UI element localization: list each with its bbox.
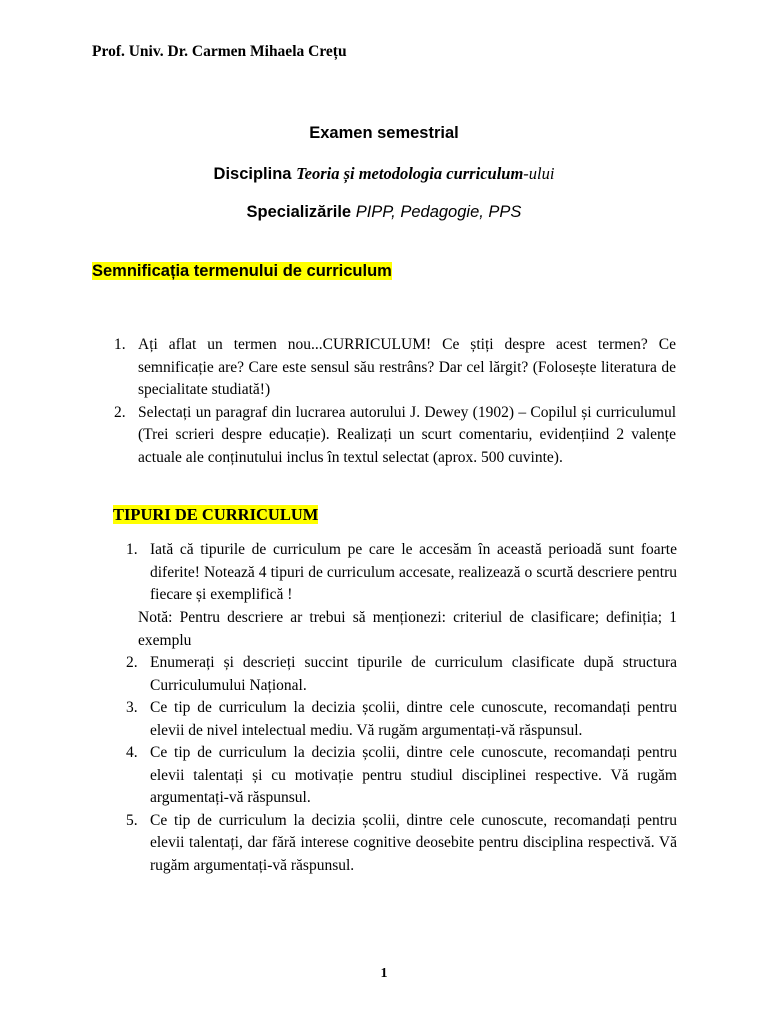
question-list-section1 bbox=[114, 334, 676, 469]
item-number: 3. bbox=[126, 699, 138, 716]
item-text: Ce tip de curriculum la decizia școlii, dintre cele cunoscute, recomandați pentru elevii talentați, dar fără interese cognitive deosebite pentru disciplina respectivă. Vă rugăm argumentați-vă răspunsul. bbox=[150, 811, 677, 874]
discipline-label: Disciplina bbox=[213, 165, 292, 183]
exam-title: Examen semestrial bbox=[309, 124, 459, 142]
item-text: Ați aflat un termen nou...CURRICULUM! Ce știți despre acest termen? Ce semnificație are? Care este sensul său restrâns? Dar cel lărgit? (Folosește literatura de specialitate studiată!) bbox=[138, 336, 676, 398]
page-number: 1 bbox=[380, 966, 388, 981]
discipline-suffix: -ului bbox=[523, 164, 555, 183]
list-item bbox=[114, 334, 676, 402]
item-number: 4. bbox=[126, 744, 138, 761]
item-text: Iată că tipurile de curriculum pe care le accesăm în această perioadă sunt foarte diferite! Notează 4 tipuri de curriculum accesate, realizează o scurtă descriere pentru fiecare și exemplifică ! bbox=[150, 541, 677, 603]
question-list-section2-first bbox=[126, 539, 677, 607]
item-number: 2. bbox=[114, 403, 126, 421]
list-item bbox=[126, 697, 677, 742]
author-name: Prof. Univ. Dr. Carmen Mihaela Crețu bbox=[92, 43, 347, 60]
specializations-label: Specializările bbox=[246, 203, 352, 221]
list-item bbox=[126, 742, 677, 810]
specializations-value: PIPP, Pedagogie, PPS bbox=[355, 203, 522, 221]
specializations-line bbox=[0, 203, 768, 222]
item-text: Selectați un paragraf din lucrarea autorului J. Dewey (1902) – Copilul și curriculumul (Trei scrieri despre educație). Realizați un scurt comentariu, evidențiind 2 valențe actuale ale conținutului inclus în textul selectat (aprox. 500 cuvinte). bbox=[138, 403, 676, 466]
question-list-section2-rest bbox=[126, 652, 677, 877]
discipline-line bbox=[0, 164, 768, 184]
list-item bbox=[126, 810, 677, 878]
section-heading-text: Semnificația termenului de curriculum bbox=[92, 262, 392, 280]
item-number: 1. bbox=[126, 541, 138, 558]
item-number: 5. bbox=[126, 811, 138, 829]
section-heading-curriculum-types bbox=[113, 505, 318, 525]
list-item bbox=[126, 539, 677, 607]
note-text: Notă: Pentru descriere ar trebui să menționezi: criteriul de clasificare; definiția; 1 exemplu bbox=[138, 609, 677, 649]
item-number: 1. bbox=[114, 336, 126, 353]
item-text: Ce tip de curriculum la decizia școlii, dintre cele cunoscute, recomandați pentru elevii de nivel intelectual mediu. Vă rugăm argumentați-vă răspunsul. bbox=[150, 699, 677, 739]
discipline-name: Teoria și metodologia curriculum bbox=[296, 164, 524, 183]
item-number: 2. bbox=[126, 654, 138, 671]
list-item bbox=[126, 652, 677, 697]
list-item bbox=[114, 402, 676, 470]
item-text: Ce tip de curriculum la decizia școlii, dintre cele cunoscute, recomandați pentru elevii talentați și cu motivație pentru studiul disciplinei respective. Vă rugăm argumentați-vă răspunsul. bbox=[150, 744, 677, 806]
section-heading-curriculum-meaning bbox=[92, 262, 392, 281]
item-text: Enumerați și descrieți succint tipurile de curriculum clasificate după structura Curriculumului Național. bbox=[150, 654, 677, 694]
section-heading-text: TIPURI DE CURRICULUM bbox=[113, 505, 319, 524]
